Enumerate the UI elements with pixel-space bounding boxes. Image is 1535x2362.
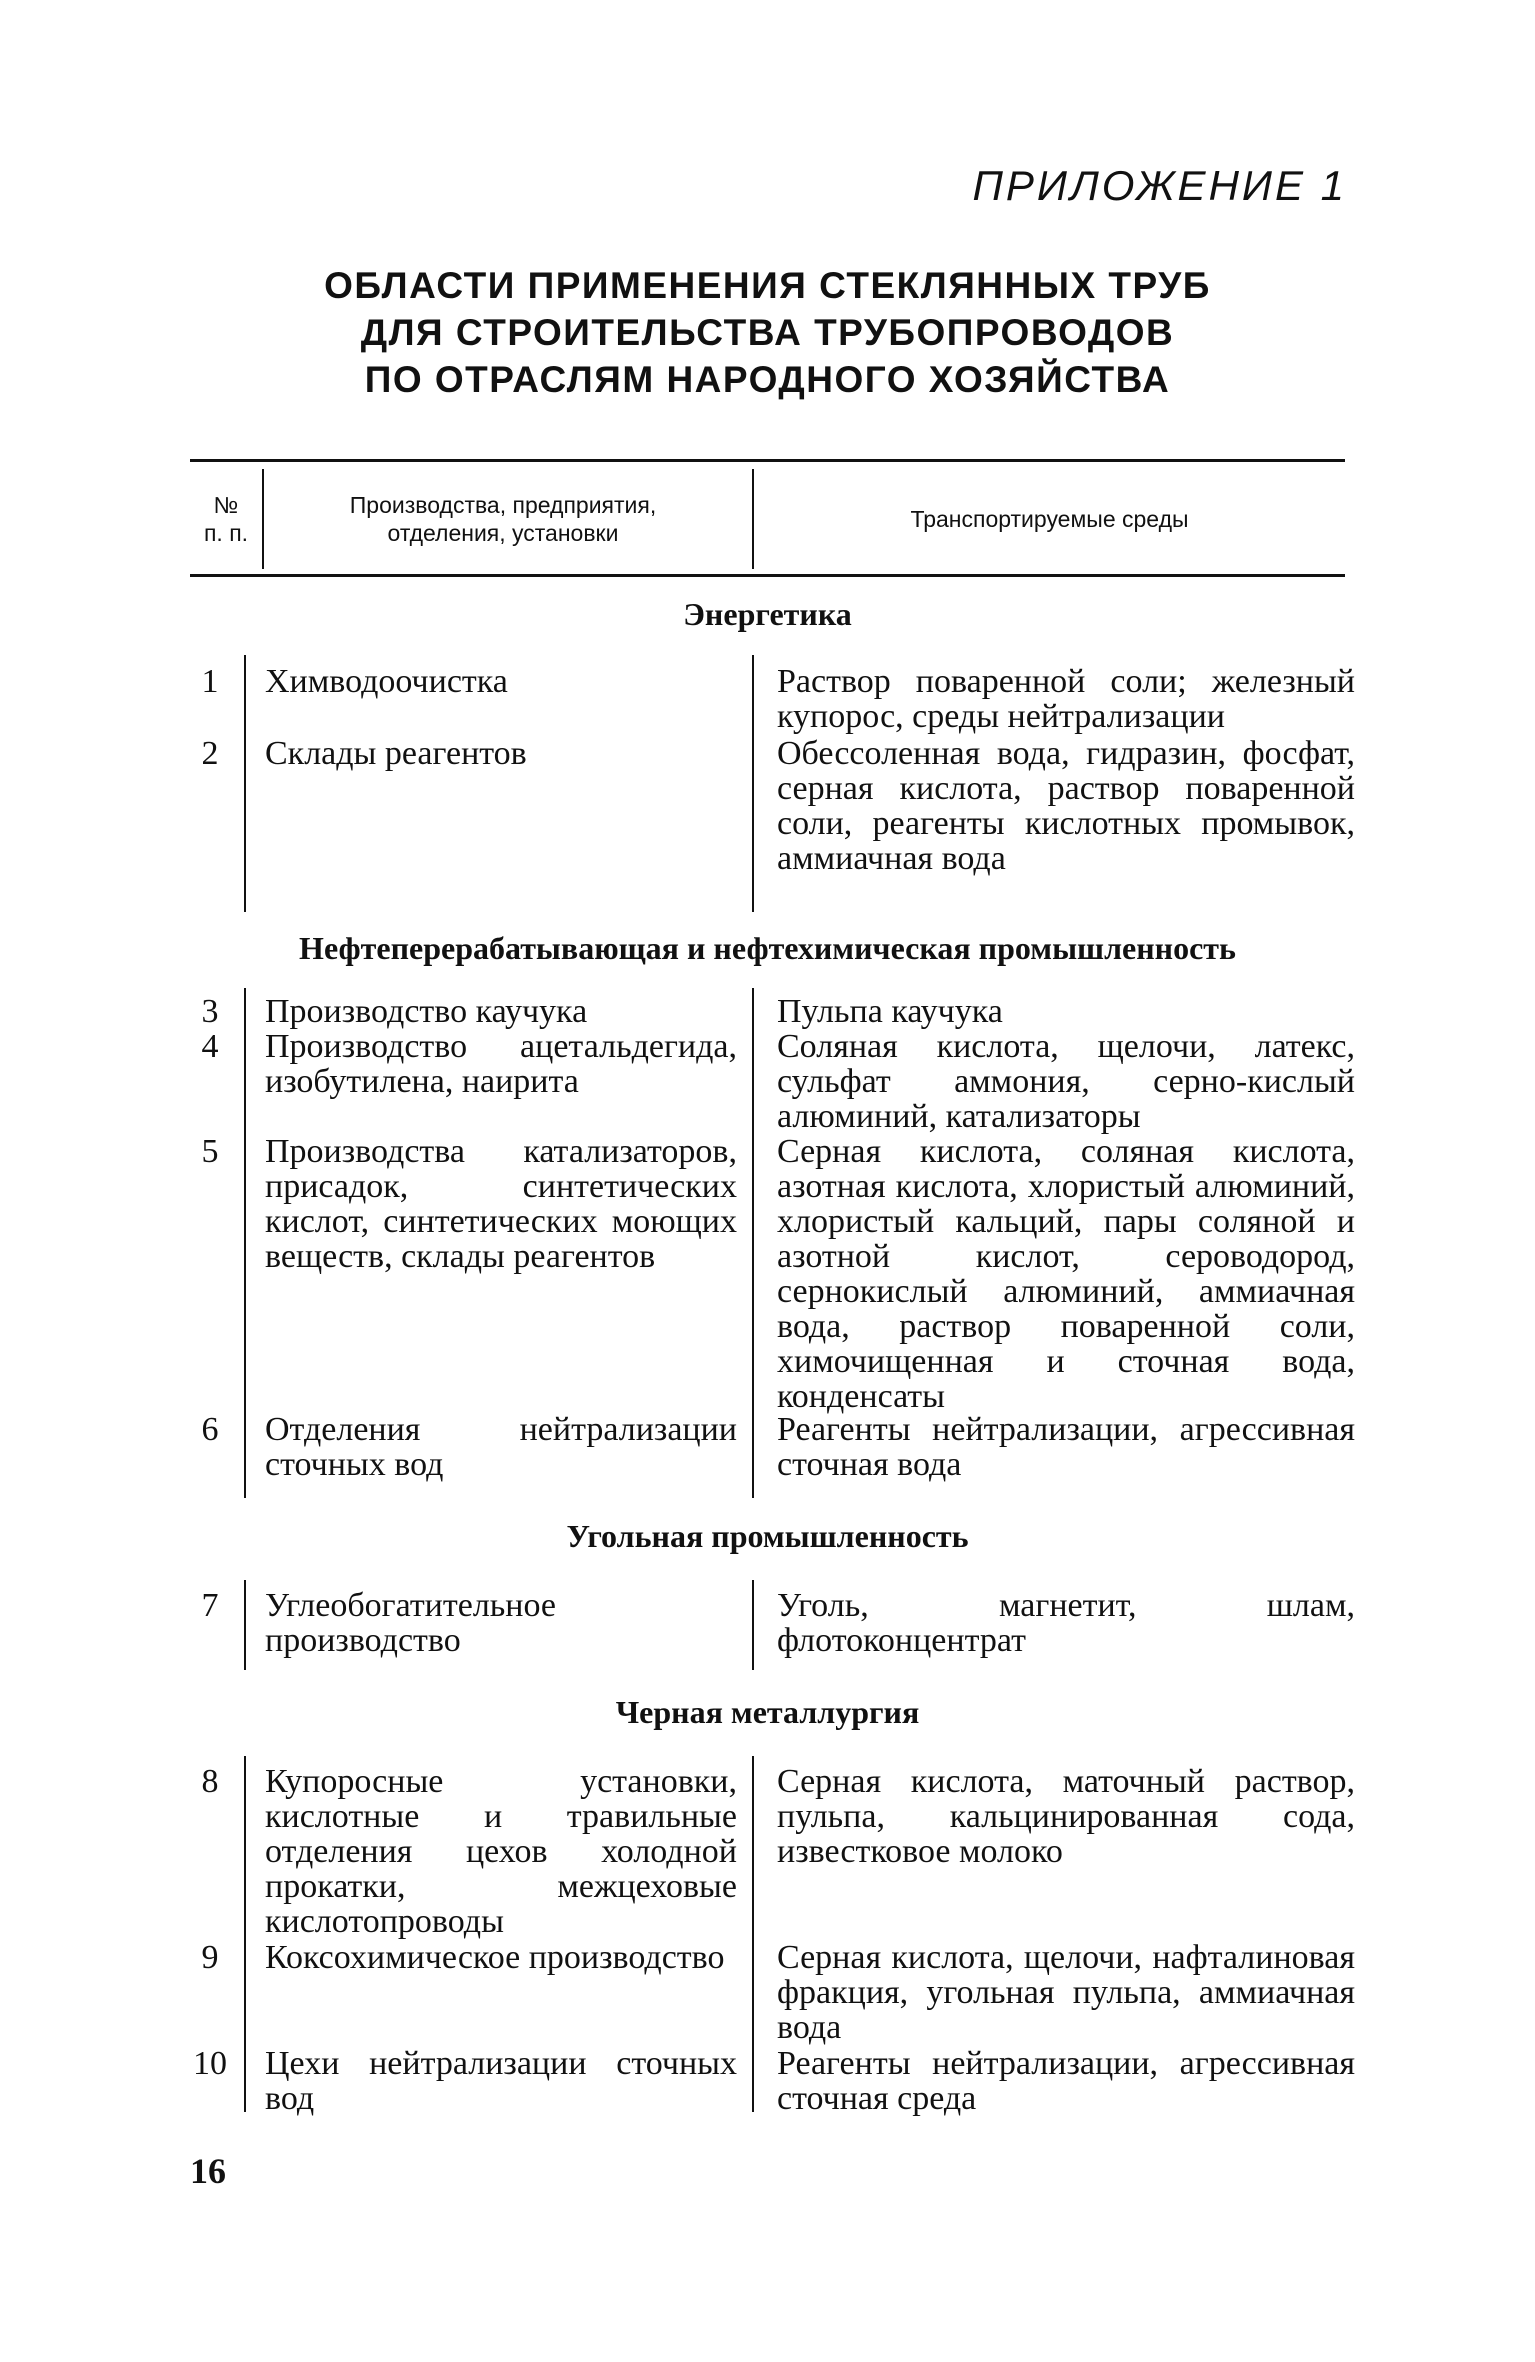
row-number: 7	[201, 1587, 219, 1624]
media-cell: Уголь, магнетит, шлам, флотоконцентрат	[777, 1587, 1355, 1659]
row-number: 10	[193, 2045, 227, 2082]
header-media	[754, 461, 1345, 576]
row-number: 9	[201, 1939, 219, 1976]
production-cell: Купоросные установки, кислотные и травильные отделения цехов холодной прокатки, межцеховые кислотопроводы	[265, 1763, 737, 1940]
production-cell: Углеобогатительное производство	[265, 1587, 556, 1659]
column-divider	[244, 1756, 246, 2112]
production-cell: Производство ацетальдегида, изобутилена, наирита	[265, 1028, 737, 1100]
column-divider	[752, 655, 754, 912]
column-divider	[244, 988, 246, 1498]
production-cell: Склады реагентов	[265, 735, 527, 772]
section-title: Нефтеперерабатывающая и нефтехимическая промышленность	[299, 930, 1236, 966]
row-number: 2	[201, 735, 219, 772]
media-cell: Пульпа каучука	[777, 993, 1003, 1030]
title-line: ДЛЯ СТРОИТЕЛЬСТВА ТРУБОПРОВОДОВ	[360, 312, 1175, 353]
production-cell: Производства катализаторов, присадок, синтетических кислот, синтетических моющих веществ, склады реагентов	[265, 1133, 737, 1275]
row-number: 6	[201, 1411, 219, 1448]
production-cell: Цехи нейтрализации сточных вод	[265, 2045, 737, 2117]
column-divider	[752, 988, 754, 1498]
row-number: 3	[201, 993, 219, 1030]
header-production	[264, 461, 742, 576]
header-media-label: Транспортируемые среды	[910, 505, 1189, 532]
section-title: Угольная промышленность	[566, 1518, 969, 1554]
media-cell: Серная кислота, маточный раствор, пульпа, кальцинированная сода, известковое молоко	[777, 1763, 1355, 1870]
media-cell: Реагенты нейтрализации, агрессивная сточная среда	[777, 2045, 1355, 2117]
table-header-rule	[190, 574, 1345, 577]
column-divider	[752, 1580, 754, 1670]
column-divider	[244, 1580, 246, 1670]
row-number: 4	[201, 1028, 219, 1065]
title-line: ПО ОТРАСЛЯМ НАРОДНОГО ХОЗЯЙСТВА	[364, 359, 1171, 400]
column-divider	[244, 655, 246, 912]
media-cell: Серная кислота, соляная кислота, азотная кислота, хлористый алюминий, хлористый кальций, пары соляной и азотной кислот, сероводород, сернокислый алюминий, аммиачная вода, раствор поваренной соли, химочищенная и сточная вода, конденсаты	[777, 1133, 1355, 1415]
row-number: 1	[201, 663, 219, 700]
production-cell: Производство каучука	[265, 993, 588, 1030]
header-num-line: п. п.	[203, 519, 249, 546]
header-num-line: №	[213, 491, 239, 518]
table-header	[190, 461, 1345, 576]
media-cell: Обессоленная вода, гидразин, фосфат, серная кислота, раствор поваренной соли, реагенты кислотных промывок, аммиачная вода	[777, 735, 1355, 877]
column-divider	[752, 1756, 754, 2112]
media-cell: Раствор поваренной соли; железный купорос, среды нейтрализации	[777, 663, 1355, 735]
media-cell: Соляная кислота, щелочи, латекс, сульфат аммония, серно-кислый алюминий, катализаторы	[777, 1028, 1355, 1135]
header-num	[190, 461, 262, 576]
production-cell: Коксохимическое производство	[265, 1939, 725, 1976]
section-title: Энергетика	[683, 596, 852, 632]
header-production-line: отделения, установки	[387, 519, 619, 546]
header-production-line: Производства, предприятия,	[349, 491, 657, 518]
page-number: 16	[190, 2151, 226, 2191]
media-cell: Реагенты нейтрализации, агрессивная сточная вода	[777, 1411, 1355, 1483]
section-title: Черная металлургия	[615, 1694, 920, 1730]
media-cell: Серная кислота, щелочи, нафталиновая фракция, угольная пульпа, аммиачная вода	[777, 1939, 1355, 2046]
production-cell: Отделения нейтрализации сточных вод	[265, 1411, 737, 1483]
appendix-label: ПРИЛОЖЕНИЕ 1	[972, 162, 1347, 209]
row-number: 5	[201, 1133, 219, 1170]
page-title	[190, 262, 1345, 403]
row-number: 8	[201, 1763, 219, 1800]
production-cell: Химводоочистка	[265, 663, 508, 700]
title-line: ОБЛАСТИ ПРИМЕНЕНИЯ СТЕКЛЯННЫХ ТРУБ	[324, 265, 1211, 306]
